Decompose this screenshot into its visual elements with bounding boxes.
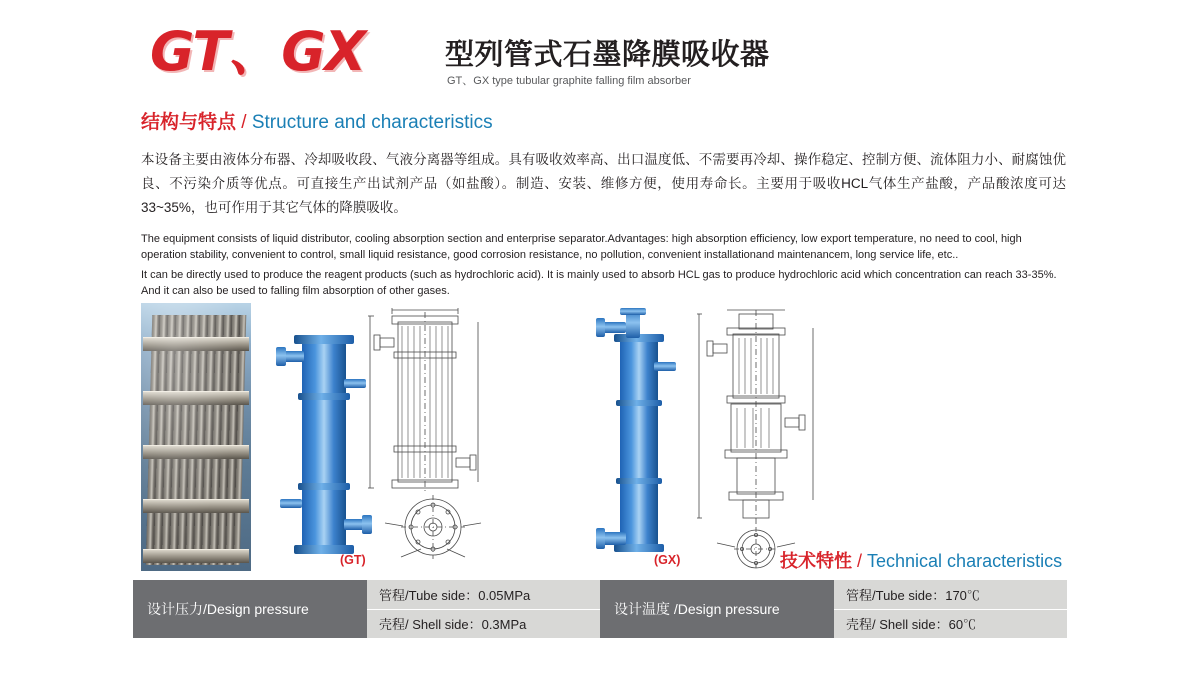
section-heading [141,107,493,134]
tech-heading-separator: / [852,551,868,571]
gx-equipment-render [596,308,686,566]
description-cn: 本设备主要由液体分布器、冷却吸收段、气液分离器等组成。具有吸收效率高、出口温度低、不需要再冷却、操作稳定、控制方便、流体阻力小、耐腐蚀优良、不污染介质等优点。可直接生产出试剂产品（如盐酸）。制造、安装、维修方便，使用寿命长。主要用于吸收HCL气体生产盐酸，产品酸浓度可达33~35%，也可作用于其它气体的降膜吸收。 [141,152,1066,215]
section-heading-en: Structure and characteristics [251,112,493,133]
photo-highlight [141,303,251,571]
page-header [140,22,1070,92]
gx-technical-drawing [693,308,823,528]
product-logo: GT、GX [150,20,366,83]
description-en [141,232,1066,299]
gx-bottom-flange [614,544,664,552]
spec-label-design-temperature: 设计温度 /Design pressure [600,580,834,638]
gx-bottom-outlet-flange [596,528,605,549]
spec-value-tube-side-pressure: 管程/Tube side：0.05MPa [367,580,600,610]
description-en-p1: The equipment consists of liquid distributor, cooling absorption section and enterprise separator.Advantages: high absorption efficiency, low export temperature, no need to cool, high operation stability, convenient to control, small liquid resistance, good corrosion resistance, no pollution, convenient installationand maintenancem, long service life, etc.. [141,233,1022,261]
gx-top-nozzle-flange [620,308,646,315]
spec-value-shell-side-temperature: 壳程/ Shell side：60℃ [834,610,1067,639]
tech-heading [780,547,1062,573]
spec-value-tube-side-temperature: 管程/Tube side：170℃ [834,580,1067,610]
figure-row [141,303,1066,573]
gx-side-nozzle [654,362,676,371]
section-heading-cn: 结构与特点 [141,112,237,133]
spec-value-shell-side-pressure: 壳程/ Shell side：0.3MPa [367,610,600,639]
page-title: 型列管式石墨降膜吸收器 [445,39,770,71]
spec-table [133,580,1067,638]
gx-gas-inlet-flange [596,318,605,337]
gt-mid-flange [298,393,350,400]
description-en-p2: It can be directly used to produce the reagent products (such as hydrochloric acid). It is mainly used to absorb HCL gas to produce hydrochloric acid which concentration can reach 33-35%. And it can also be used to falling film absorption of other gases. [141,269,1057,297]
gt-mid-flange [298,483,350,490]
gt-outlet-flange [362,515,372,534]
tech-heading-cn: 技术特性 [780,551,852,571]
gx-mid-flange [616,400,662,406]
spec-values-design-temperature [834,580,1067,638]
gt-technical-drawing [366,308,491,498]
graphite-bundle-photo [141,303,251,571]
gt-shell [302,339,346,549]
gt-top-flange [294,335,354,344]
section-heading-separator: / [236,112,252,133]
gt-inlet-flange [276,347,286,366]
spec-values-design-pressure [367,580,600,638]
figure-caption-gt: (GT) [340,553,366,567]
page-subtitle: GT、GX type tubular graphite falling film absorber [447,75,691,87]
gx-shell [620,338,658,548]
figure-caption-gx: (GX) [654,553,681,567]
gx-mid-flange [616,478,662,484]
gt-side-nozzle [280,499,302,508]
tech-heading-en: Technical characteristics [867,551,1063,571]
spec-label-design-pressure: 设计压力/Design pressure [133,580,367,638]
gt-side-nozzle [344,379,366,388]
gt-section-drawing [381,493,486,565]
